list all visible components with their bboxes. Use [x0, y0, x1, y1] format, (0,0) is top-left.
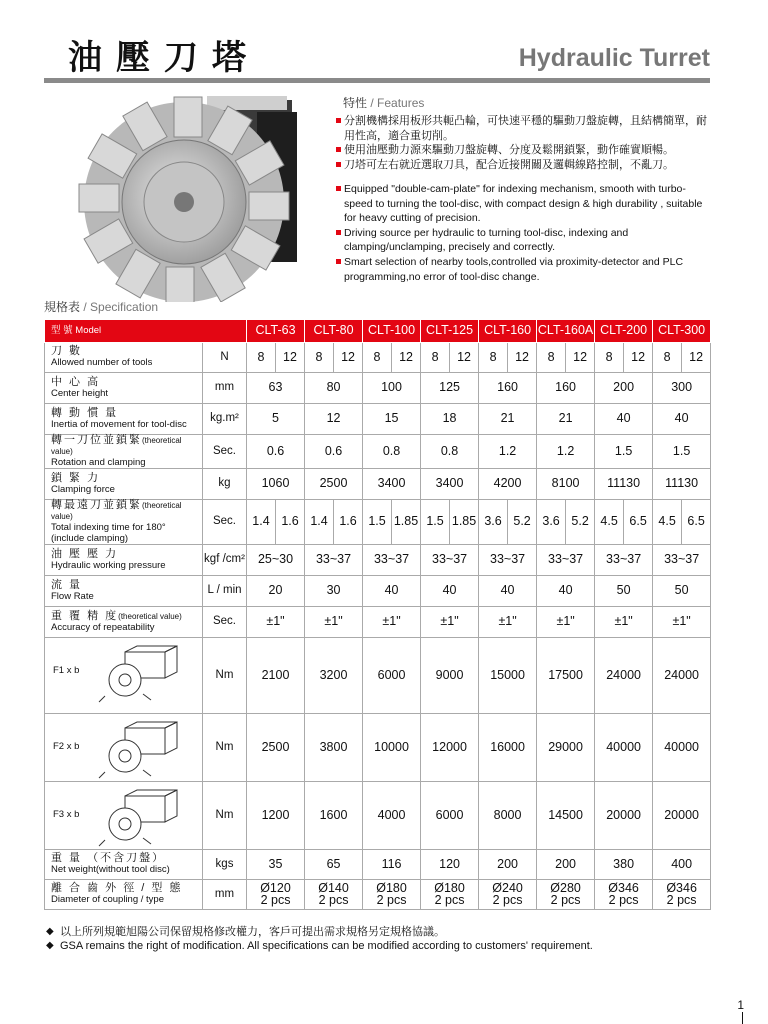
force-label: F1 x b — [53, 664, 80, 676]
value-cell: 8 — [421, 342, 450, 372]
value-cell: 5.2 — [508, 499, 537, 544]
value-cell: 8 — [479, 342, 508, 372]
spec-row — [45, 544, 711, 575]
turret-force-diagram-icon — [95, 720, 185, 780]
value-cell: 200 — [595, 372, 653, 403]
unit-cell: Nm — [203, 637, 247, 713]
value-cell: 3400 — [421, 468, 479, 499]
value-cell: 40 — [479, 575, 537, 606]
value-cell: 125 — [421, 372, 479, 403]
value-cell: 24000 — [653, 637, 711, 713]
value-cell: 0.6 — [305, 434, 363, 468]
value-cell: 8100 — [537, 468, 595, 499]
feature-zh-3: 刀塔可左右就近選取刀具，配合近接開關及邏輯線路控制，不亂刀。 — [336, 158, 716, 173]
value-cell: 40000 — [595, 713, 653, 781]
value-cell: 12 — [682, 342, 711, 372]
model-name: CLT-125 — [421, 320, 479, 342]
footnote-en: ◆ GSA remains the right of modification. All specifications can be modified according to customers' requirement. — [46, 940, 593, 952]
value-cell: 0.6 — [247, 434, 305, 468]
turret-force-diagram-icon — [95, 788, 185, 848]
turret-force-diagram-icon — [95, 644, 185, 704]
value-cell: 33~37 — [653, 544, 711, 575]
spec-row — [45, 372, 711, 403]
spec-row-label: 刀 數 Allowed number of tools — [45, 342, 203, 372]
value-cell: 1600 — [305, 781, 363, 849]
value-cell: 300 — [653, 372, 711, 403]
value-cell: 8 — [653, 342, 682, 372]
value-cell: 2500 — [247, 713, 305, 781]
value-cell: ±1" — [595, 606, 653, 637]
unit-cell: kgf /cm² — [203, 544, 247, 575]
page-title-zh: 油壓刀塔 — [68, 38, 260, 78]
value-cell: 12 — [624, 342, 653, 372]
value-cell: 12 — [566, 342, 595, 372]
model-name: CLT-200 — [595, 320, 653, 342]
value-cell: 14500 — [537, 781, 595, 849]
value-cell: 100 — [363, 372, 421, 403]
value-cell: 1200 — [247, 781, 305, 849]
page-number: 1 — [737, 998, 744, 1012]
value-cell: 50 — [653, 575, 711, 606]
value-cell: 8 — [363, 342, 392, 372]
feature-en-1: Equipped "double-cam-plate" for indexing mechanism, smooth with turbo-speed to turning the tool-disc, with compact design & high durability , suitable for heavy cutting of precision. — [336, 182, 710, 226]
page-marker — [742, 1012, 743, 1024]
value-cell: 5 — [247, 403, 305, 434]
turret-product-image — [72, 92, 312, 302]
force-diagram-cell — [45, 637, 203, 713]
spec-row-label: 油 壓 壓 力 Hydraulic working pressure — [45, 544, 203, 575]
force-label: F3 x b — [53, 808, 80, 820]
value-cell: 4000 — [363, 781, 421, 849]
unit-cell: kgs — [203, 849, 247, 879]
value-cell: 21 — [479, 403, 537, 434]
value-cell: 30 — [305, 575, 363, 606]
model-name: CLT-160A — [537, 320, 595, 342]
value-cell: 29000 — [537, 713, 595, 781]
value-cell: 11130 — [595, 468, 653, 499]
value-cell: 0.8 — [421, 434, 479, 468]
value-cell: 33~37 — [537, 544, 595, 575]
feature-en-2: Driving source per hydraulic to turning tool-disc, indexing and clamping/unclamping, precisely and correctly. — [336, 226, 710, 255]
value-cell: ±1" — [479, 606, 537, 637]
value-cell: 8 — [595, 342, 624, 372]
value-cell: 11130 — [653, 468, 711, 499]
spec-row — [45, 434, 711, 468]
value-cell: 3800 — [305, 713, 363, 781]
spec-row — [45, 575, 711, 606]
unit-cell: Nm — [203, 781, 247, 849]
feature-zh-2: 使用油壓動力源來驅動刀盤旋轉、分度及鬆開鎖緊，動作確實順暢。 — [336, 143, 716, 158]
value-cell: ±1" — [653, 606, 711, 637]
unit-cell: mm — [203, 372, 247, 403]
value-cell: 1060 — [247, 468, 305, 499]
value-cell: 8 — [247, 342, 276, 372]
spec-table — [44, 320, 711, 910]
value-cell: 21 — [537, 403, 595, 434]
force-label: F2 x b — [53, 740, 80, 752]
value-cell: 400 — [653, 849, 711, 879]
unit-cell: Sec. — [203, 499, 247, 544]
features-heading: 特性 / Features — [343, 96, 425, 110]
value-cell: 40 — [595, 403, 653, 434]
value-cell: 12 — [450, 342, 479, 372]
value-cell: 9000 — [421, 637, 479, 713]
unit-cell: N — [203, 342, 247, 372]
value-cell: 20 — [247, 575, 305, 606]
model-name: CLT-63 — [247, 320, 305, 342]
value-cell: 40000 — [653, 713, 711, 781]
value-cell: 6.5 — [682, 499, 711, 544]
spec-row-label: 轉 動 慣 量 Inertia of movement for tool-disc — [45, 403, 203, 434]
value-cell: 1.2 — [479, 434, 537, 468]
unit-cell: Nm — [203, 713, 247, 781]
value-cell: 12 — [305, 403, 363, 434]
value-cell: Ø180 2 pcs — [363, 879, 421, 909]
value-cell: 120 — [421, 849, 479, 879]
value-cell: 1.5 — [421, 499, 450, 544]
spec-row-label: 轉最遠刀並鎖緊(theoretical value) Total indexing time for 180° (include clamping) — [45, 499, 203, 544]
value-cell: 33~37 — [595, 544, 653, 575]
spec-row — [45, 468, 711, 499]
value-cell: 35 — [247, 849, 305, 879]
value-cell: 12 — [276, 342, 305, 372]
value-cell: 63 — [247, 372, 305, 403]
title-divider — [44, 78, 710, 83]
value-cell: 380 — [595, 849, 653, 879]
value-cell: 1.6 — [334, 499, 363, 544]
value-cell: 25~30 — [247, 544, 305, 575]
value-cell: 2500 — [305, 468, 363, 499]
value-cell: 33~37 — [479, 544, 537, 575]
value-cell: 160 — [537, 372, 595, 403]
unit-cell: Sec. — [203, 606, 247, 637]
footnotes — [44, 925, 593, 953]
value-cell: 4.5 — [653, 499, 682, 544]
value-cell: 18 — [421, 403, 479, 434]
spec-row-label: 鎖 緊 力 Clamping force — [45, 468, 203, 499]
value-cell: 33~37 — [363, 544, 421, 575]
value-cell: 1.5 — [363, 499, 392, 544]
value-cell: 8000 — [479, 781, 537, 849]
value-cell: 116 — [363, 849, 421, 879]
value-cell: 1.4 — [247, 499, 276, 544]
value-cell: 20000 — [653, 781, 711, 849]
value-cell: ±1" — [421, 606, 479, 637]
value-cell: 5.2 — [566, 499, 595, 544]
value-cell: 6000 — [421, 781, 479, 849]
value-cell: Ø240 2 pcs — [479, 879, 537, 909]
features-list-en — [336, 182, 710, 284]
model-name: CLT-300 — [653, 320, 711, 342]
unit-cell: mm — [203, 879, 247, 909]
coupling-row — [45, 879, 711, 909]
spec-row — [45, 606, 711, 637]
footnote-zh: ◆ 以上所列規範旭陽公司保留規格修改權力，客戶可提出需求規格另定規格協議。 — [46, 926, 445, 938]
value-cell: 3.6 — [537, 499, 566, 544]
value-cell: ±1" — [363, 606, 421, 637]
value-cell: 15000 — [479, 637, 537, 713]
value-cell: Ø140 2 pcs — [305, 879, 363, 909]
spec-row-label: 流 量 Flow Rate — [45, 575, 203, 606]
value-cell: 20000 — [595, 781, 653, 849]
value-cell: Ø180 2 pcs — [421, 879, 479, 909]
value-cell: 40 — [653, 403, 711, 434]
value-cell: 200 — [537, 849, 595, 879]
value-cell: 12 — [334, 342, 363, 372]
value-cell: Ø280 2 pcs — [537, 879, 595, 909]
value-cell: Ø346 2 pcs — [653, 879, 711, 909]
spec-heading: 規格表 / Specification — [44, 300, 159, 314]
value-cell: ±1" — [247, 606, 305, 637]
value-cell: 50 — [595, 575, 653, 606]
spec-row-label: 重 量 （不含刀盤） Net weight(without tool disc) — [45, 849, 203, 879]
value-cell: 1.2 — [537, 434, 595, 468]
value-cell: 2100 — [247, 637, 305, 713]
model-name: CLT-160 — [479, 320, 537, 342]
force-diagram-cell — [45, 713, 203, 781]
force-diagram-cell — [45, 781, 203, 849]
value-cell: 24000 — [595, 637, 653, 713]
value-cell: 3200 — [305, 637, 363, 713]
value-cell: 8 — [537, 342, 566, 372]
feature-en-3: Smart selection of nearby tools,controlled via proximity-detector and PLC programming,no error of tool-disc change. — [336, 255, 710, 284]
value-cell: 160 — [479, 372, 537, 403]
force-row — [45, 637, 711, 713]
spec-row — [45, 499, 711, 544]
value-cell: 17500 — [537, 637, 595, 713]
spec-row-label: 重 覆 精 度(theoretical value) Accuracy of repeatability — [45, 606, 203, 637]
value-cell: 16000 — [479, 713, 537, 781]
value-cell: 3400 — [363, 468, 421, 499]
weight-row — [45, 849, 711, 879]
value-cell: 1.5 — [595, 434, 653, 468]
value-cell: 65 — [305, 849, 363, 879]
value-cell: 4.5 — [595, 499, 624, 544]
value-cell: 6.5 — [624, 499, 653, 544]
spec-row — [45, 342, 711, 372]
value-cell: 40 — [363, 575, 421, 606]
value-cell: ±1" — [537, 606, 595, 637]
spec-header-row — [45, 320, 711, 342]
model-name: CLT-80 — [305, 320, 363, 342]
value-cell: 80 — [305, 372, 363, 403]
model-name: CLT-100 — [363, 320, 421, 342]
model-label: 型 號 Model — [45, 320, 247, 342]
value-cell: 15 — [363, 403, 421, 434]
spec-row-label: 中 心 高 Center height — [45, 372, 203, 403]
features-list-zh — [336, 114, 716, 172]
unit-cell: Sec. — [203, 434, 247, 468]
force-row — [45, 781, 711, 849]
value-cell: 1.4 — [305, 499, 334, 544]
value-cell: 3.6 — [479, 499, 508, 544]
value-cell: 1.85 — [392, 499, 421, 544]
value-cell: Ø346 2 pcs — [595, 879, 653, 909]
value-cell: 12 — [508, 342, 537, 372]
feature-zh-1: 分割機構採用板形共軛凸輪，可快速平穩的驅動刀盤旋轉，且結構簡單，耐用性高，適合重切削。 — [336, 114, 716, 143]
unit-cell: kg.m² — [203, 403, 247, 434]
spec-row-label: 離 合 齒 外 徑 / 型 態 Diameter of coupling / type — [45, 879, 203, 909]
value-cell: Ø120 2 pcs — [247, 879, 305, 909]
value-cell: 0.8 — [363, 434, 421, 468]
value-cell: 4200 — [479, 468, 537, 499]
value-cell: 40 — [537, 575, 595, 606]
value-cell: ±1" — [305, 606, 363, 637]
value-cell: 6000 — [363, 637, 421, 713]
value-cell: 200 — [479, 849, 537, 879]
value-cell: 40 — [421, 575, 479, 606]
force-row — [45, 713, 711, 781]
spec-row-label: 轉一刀位並鎖緊(theoretical value) Rotation and clamping — [45, 434, 203, 468]
value-cell: 1.5 — [653, 434, 711, 468]
value-cell: 12 — [392, 342, 421, 372]
value-cell: 12000 — [421, 713, 479, 781]
value-cell: 33~37 — [421, 544, 479, 575]
unit-cell: kg — [203, 468, 247, 499]
spec-row — [45, 403, 711, 434]
value-cell: 8 — [305, 342, 334, 372]
page-title-en: Hydraulic Turret — [518, 44, 710, 72]
value-cell: 1.6 — [276, 499, 305, 544]
value-cell: 10000 — [363, 713, 421, 781]
unit-cell: L / min — [203, 575, 247, 606]
value-cell: 1.85 — [450, 499, 479, 544]
value-cell: 33~37 — [305, 544, 363, 575]
